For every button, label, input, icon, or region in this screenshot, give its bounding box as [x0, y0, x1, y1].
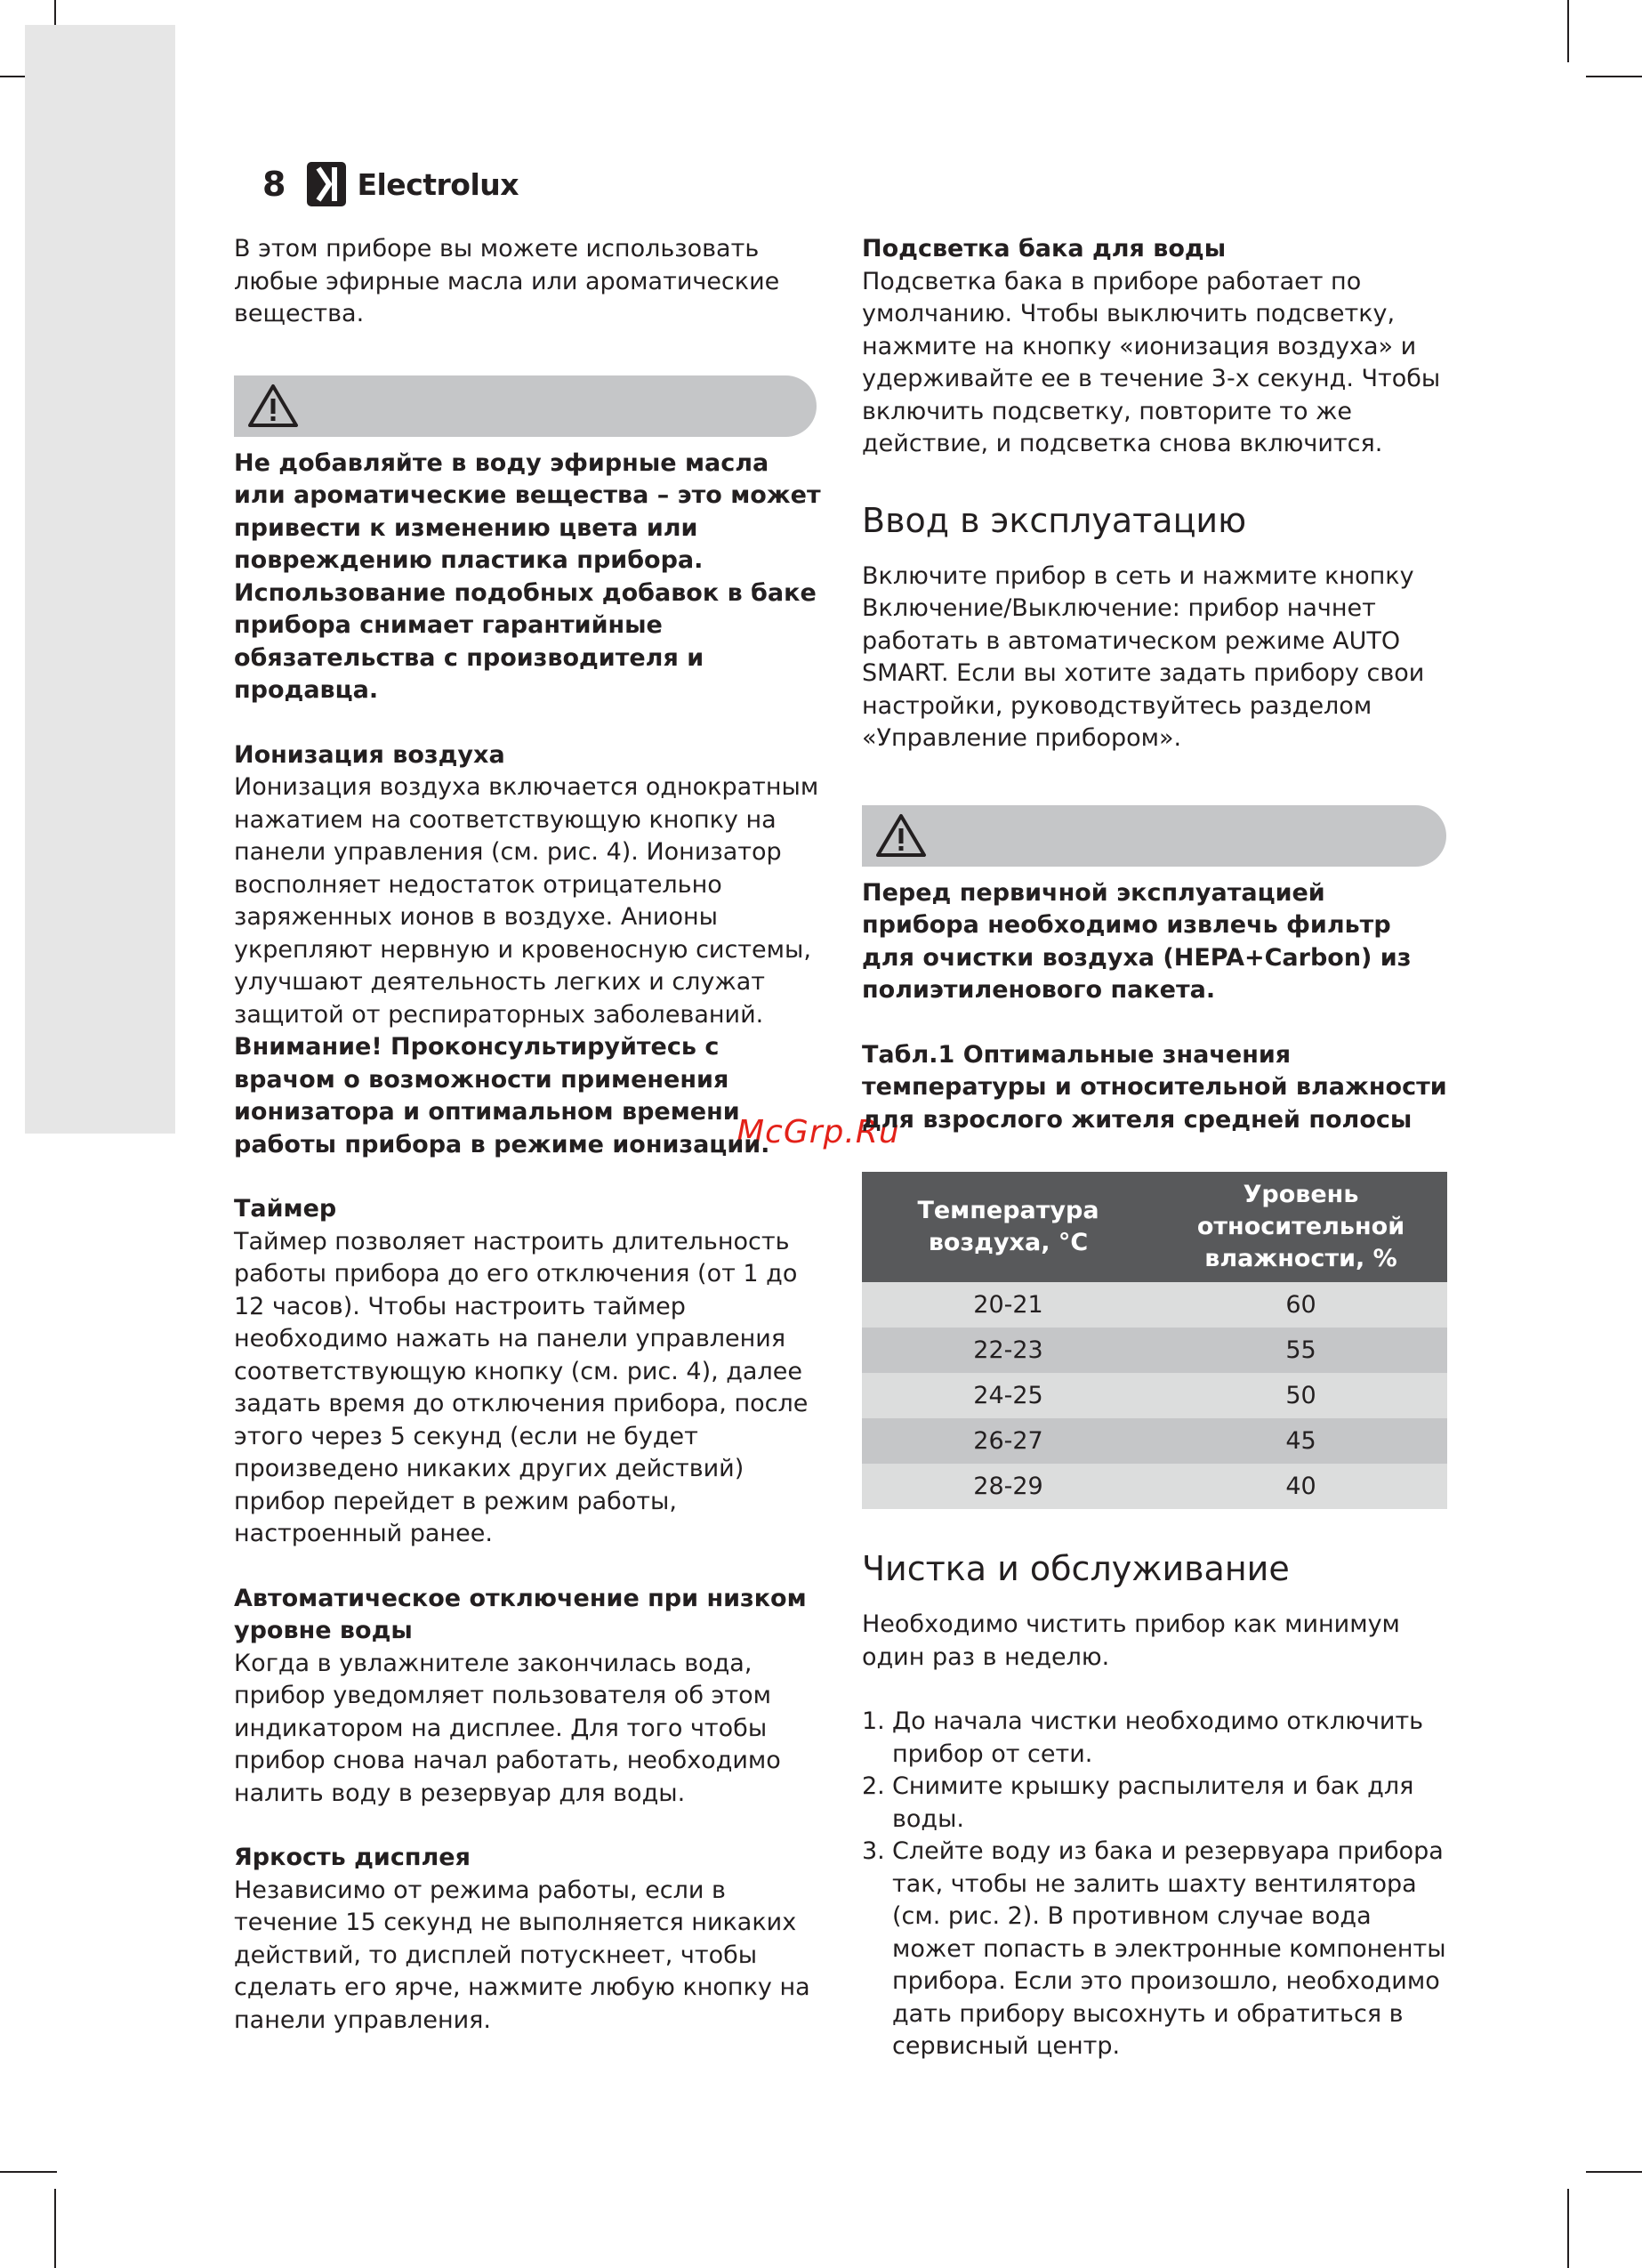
ionization-title: Ионизация воздуха — [234, 740, 505, 769]
backlight-text: Подсветка бака в приборе работает по умолчанию. Чтобы выключить подсветку, нажмите на кнопку «ионизация воздуха» и удерживайте ее в течение 3-х секунд. Чтобы включить подсветку, повторите то же действие, и подсветка снова включится. — [862, 267, 1441, 457]
right-column — [862, 233, 1449, 2063]
list-item: 2. Снимите крышку распылителя и бак для воды. — [862, 1772, 1414, 1833]
table-cell: 55 — [1155, 1328, 1447, 1373]
table-header-humidity: Уровень относительной влажности, % — [1155, 1172, 1447, 1282]
humidity-table — [862, 1172, 1447, 1509]
crop-mark — [1567, 2189, 1569, 2268]
side-band — [25, 25, 175, 1134]
crop-mark — [1586, 2171, 1642, 2173]
brightness-text: Независимо от режима работы, если в течение 15 секунд не выполняется никаких действий, то дисплей потускнеет, чтобы сделать его ярче, нажмите любую кнопку на панели управления. — [234, 1876, 810, 2034]
page-number: 8 — [262, 165, 286, 204]
timer-text: Таймер позволяет настроить длительность работы прибора до его отключения (от 1 до 12 часов). Чтобы настроить таймер необходимо нажать на панели управления соответствующую кнопку (см. рис. 4), далее задать время до отключения прибора, после этого через 5 секунд (если не будет произведено никаких других действий) прибор перейдет в режим работы, настроенный ранее. — [234, 1227, 809, 1547]
timer-title: Таймер — [234, 1195, 337, 1223]
table-cell: 28-29 — [862, 1464, 1155, 1509]
crop-mark — [0, 2171, 57, 2173]
brand-name: Electrolux — [357, 166, 519, 202]
table-caption: Табл.1 Оптимальные значения температуры и относительной влажности для взрослого жителя средней полосы — [862, 1040, 1447, 1134]
electrolux-logo-icon — [305, 160, 348, 208]
table-row — [862, 1282, 1447, 1328]
table-row — [862, 1464, 1447, 1509]
warning-banner — [234, 375, 817, 437]
table-header-temperature: Температура воздуха, °C — [862, 1172, 1155, 1282]
brightness-title: Яркость дисплея — [234, 1844, 471, 1871]
table-row — [862, 1373, 1447, 1418]
startup-heading: Ввод в эксплуатацию — [862, 500, 1247, 540]
warning-icon — [246, 383, 300, 429]
crop-mark — [1567, 0, 1569, 62]
table-cell: 24-25 — [862, 1373, 1155, 1418]
table-row — [862, 1418, 1447, 1464]
backlight-title: Подсветка бака для воды — [862, 235, 1227, 262]
autooff-title: Автоматическое отключение при низком уровне воды — [234, 1584, 807, 1644]
table-row — [862, 1328, 1447, 1373]
table-cell: 20-21 — [862, 1282, 1155, 1328]
table-cell: 26-27 — [862, 1418, 1155, 1464]
watermark: McGrp.Ru — [736, 1114, 900, 1150]
ionization-note: Внимание! Проконсультируйтесь с врачом о возможности применения ионизатора и оптимальном времени работы прибора в режиме ионизации. — [234, 1033, 770, 1158]
warning-filter-text: Перед первичной эксплуатацией прибора необходимо извлечь фильтр для очистки воздуха (HEPA+Carbon) из полиэтиленового пакета. — [862, 878, 1412, 1004]
cleaning-text: Необходимо чистить прибор как минимум один раз в неделю. — [862, 1610, 1400, 1671]
warning-oils-text: Не добавляйте в воду эфирные масла или ароматические вещества – это может привести к изменению цвета или повреждению пластика прибора. Использование подобных добавок в баке прибора снимает гарантийные обязательства с производителя и продавца. — [234, 448, 821, 704]
crop-mark — [1586, 76, 1642, 77]
table-cell: 22-23 — [862, 1328, 1155, 1373]
table-cell: 60 — [1155, 1282, 1447, 1328]
autooff-text: Когда в увлажнителе закончилась вода, прибор уведомляет пользователя об этом индикатором на дисплее. Для того чтобы прибор снова начал работать, необходимо налить воду в резервуар для воды. — [234, 1649, 781, 1807]
list-item: 3. Слейте воду из бака и резервуара прибора так, чтобы не залить шахту вентилятора (см. рис. 2). В противном случае вода может попасть в электронные компоненты прибора. Если это произошло, необходимо дать прибору высохнуть и обратиться в сервисный центр. — [862, 1837, 1446, 2060]
page-header — [262, 160, 519, 208]
intro-text: В этом приборе вы можете использовать любые эфирные масла или ароматические вещества. — [234, 235, 780, 327]
table-cell: 50 — [1155, 1373, 1447, 1418]
left-column — [234, 233, 825, 2037]
startup-text: Включите прибор в сеть и нажмите кнопку Включение/Выключение: прибор начнет работать в автоматическом режиме AUTO SMART. Если вы хотите задать прибору свои настройки, руководствуйтесь разделом «Управление прибором». — [862, 561, 1425, 752]
list-item: 1. До начала чистки необходимо отключить прибор от сети. — [862, 1707, 1424, 1768]
electrolux-logo — [305, 160, 519, 208]
warning-icon — [874, 812, 928, 859]
ionization-text: Ионизация воздуха включается однократным нажатием на соответствующую кнопку на панели управления (см. рис. 4). Ионизатор восполняет недостаток отрицательно заряженных ионов в воздухе. Анионы укрепляют нервную и кровеносную системы, улучшают деятельность легких и служат защитой от респираторных заболеваний. — [234, 773, 819, 1029]
crop-mark — [54, 2189, 56, 2268]
table-cell: 40 — [1155, 1464, 1447, 1509]
cleaning-steps — [862, 1706, 1449, 2063]
table-cell: 45 — [1155, 1418, 1447, 1464]
cleaning-heading: Чистка и обслуживание — [862, 1549, 1290, 1588]
warning-banner — [862, 805, 1446, 867]
